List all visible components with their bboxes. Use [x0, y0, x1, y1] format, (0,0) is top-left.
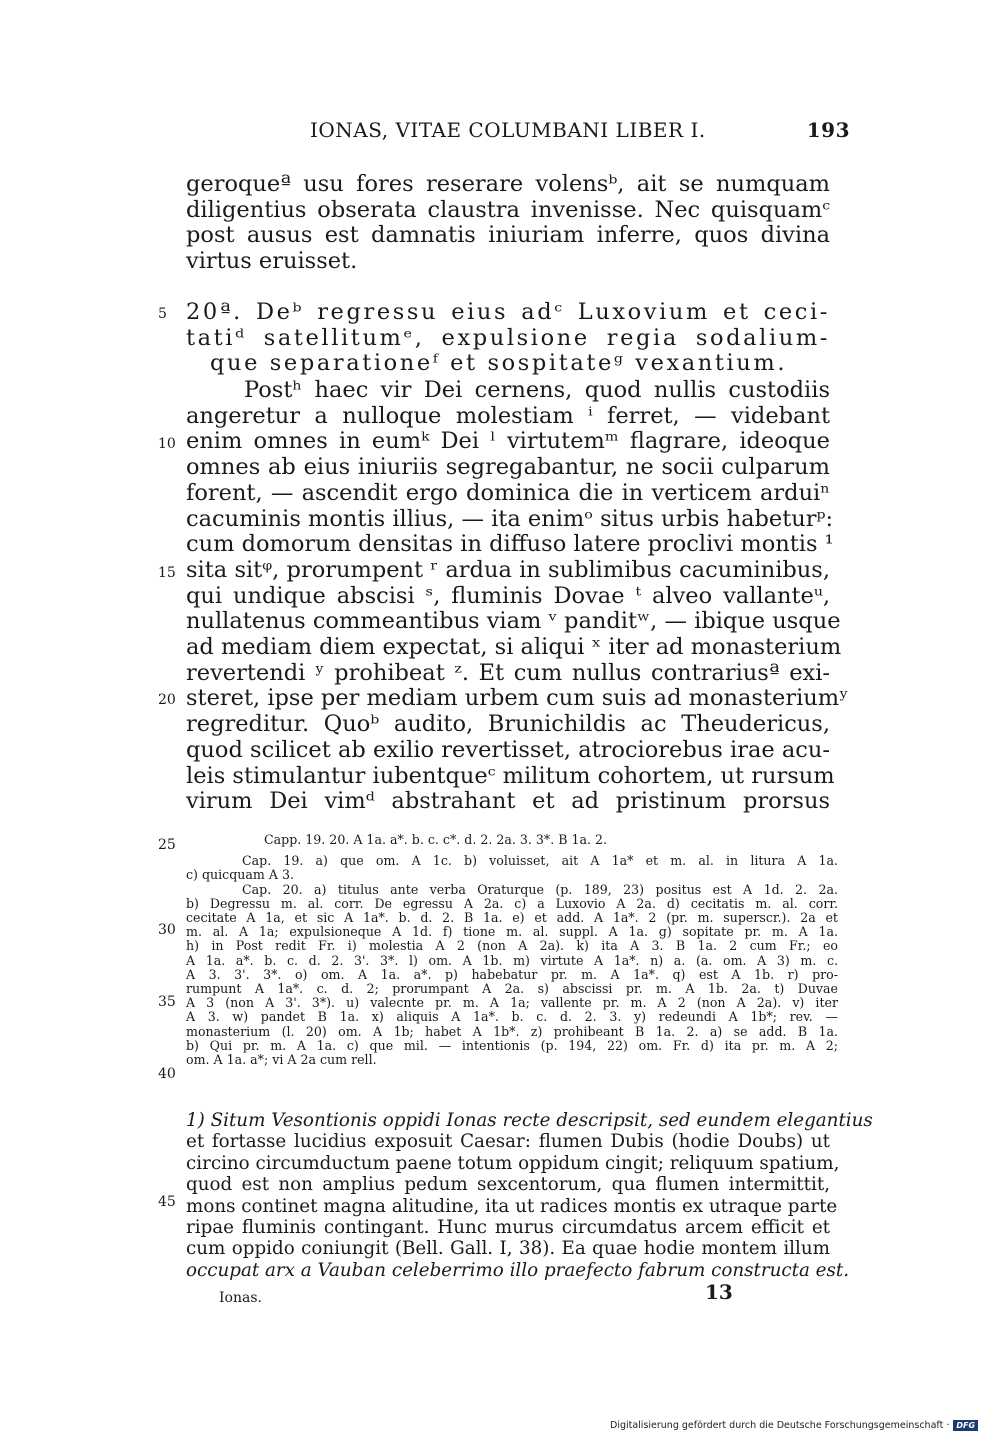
apparatus-line: cecitate A 1a, et sic A 1a*. b. d. 2. B 1a. e) et add. A 1a*. 2 (pr. m. superscr.). 2a et: [186, 910, 838, 926]
apparatus-line: b) Degressu m. al. corr. De egressu A 2a. c) a Luxovio A 2a. d) cecitatis m. al. corr.: [186, 895, 838, 911]
footnote-line: occupat arx a Vauban celeberrimo illo praefecto fabrum constructa est.: [186, 1259, 850, 1281]
text-line: enim omnes in eumᵏ Dei ˡ virtutemᵐ flagrare, ideoque: [186, 428, 830, 455]
line-number: 30: [158, 922, 176, 938]
text-line: virtus eruisset.: [186, 248, 358, 275]
apparatus-line: om. A 1a. a*; vi A 2a cum rell.: [186, 1052, 377, 1068]
body-main: [186, 377, 849, 815]
text-line: qui undique abscisi ˢ, fluminis Dovae ᵗ alveo vallanteᵘ,: [186, 582, 830, 609]
apparatus-line: c) quicquam A 3.: [186, 867, 294, 883]
critical-apparatus: [186, 833, 838, 1067]
text-line: ad mediam diem expectat, si aliqui ˣ iter ad monasterium: [186, 634, 842, 661]
text-line: revertendi ʸ prohibeat ᶻ. Et cum nullus contrariusª exi-: [186, 659, 830, 686]
text-line: sita sitᵠ, prorumpent ʳ ardua in sublimibus cacuminibus,: [186, 556, 830, 583]
credit-text: Digitalisierung gefördert durch die Deutsche Forschungsgemeinschaft ·: [610, 1420, 950, 1431]
apparatus-line: m. al. A 1a; expulsioneque A 1d. f) tione m. al. suppl. A 1a. g) sopitate pr. m. A 1a.: [186, 924, 838, 940]
apparatus-line: Cap. 20. a) titulus ante verba Oraturque (p. 189, 23) positus est A 1d. 2. 2a.: [242, 881, 838, 897]
line-number: 40: [158, 1066, 176, 1082]
page-number: 193: [806, 118, 850, 142]
text-line: geroqueª usu fores reserare volensᵇ, ait se numquam: [186, 171, 830, 197]
running-title: IONAS, VITAE COLUMBANI LIBER I.: [310, 118, 706, 142]
footnote: [186, 1110, 873, 1281]
text-line: regreditur. Quoᵇ audito, Brunichildis ac Theudericus,: [186, 711, 830, 738]
text-line: angeretur a nulloque molestiam ⁱ ferret, — videbant: [186, 402, 830, 429]
heading-line: que separationeᶠ et sospitateᵍ vexantium.: [210, 350, 788, 377]
apparatus-line: monasterium (l. 20) om. A 1b; habet A 1b*. z) prohibeant B 1a. 2. a) se add. B 1a.: [186, 1023, 838, 1039]
text-line: leis stimulantur iubentqueᶜ militum cohortem, ut rursum: [186, 762, 835, 789]
dfg-logo-icon: DFG: [953, 1420, 978, 1431]
footnote-line: et fortasse lucidius exposuit Caesar: flumen Dubis (hodie Doubs) ut: [186, 1131, 830, 1153]
text-line: omnes ab eius iniuriis segregabantur, ne socii culparum: [186, 454, 830, 481]
line-number: 10: [158, 436, 176, 452]
apparatus-line: b) Qui pr. m. A 1a. c) que mil. — intentionis (p. 194, 22) om. Fr. d) ita pr. m. A 2;: [186, 1037, 838, 1053]
footnote-line: mons continet magna alitudine, ita ut radices montis ex utraque parte: [186, 1195, 838, 1217]
line-number: 20: [158, 692, 176, 708]
text-line: cum domorum densitas in diffuso latere proclivi montis ¹: [186, 531, 834, 558]
apparatus-line: Cap. 19. a) que om. A 1c. b) voluisset, ait A 1a* et m. al. in litura A 1a.: [242, 853, 838, 869]
footnote-line: ripae fluminis contingant. Hunc murus circumdatus arcem efficit et: [186, 1217, 830, 1239]
text-line: diligentius obserata claustra invenisse. Nec quisquamᶜ: [186, 196, 830, 223]
signature-number: 13: [705, 1280, 733, 1304]
apparatus-line: A 3 (non A 3'. 3*). u) valecnte pr. m. A 1a; vallente pr. m. A 2 (non A 2a). v) iter: [186, 995, 838, 1011]
text-line: virum Dei vimᵈ abstrahant et ad pristinum prorsus: [186, 788, 830, 815]
footnote-line: 1) Situm Vesontionis oppidi Ionas recte descripsit, sed eundem elegantius: [186, 1110, 873, 1131]
text-line: cacuminis montis illius, — ita enimᵒ situs urbis habeturᵖ:: [186, 505, 834, 532]
text-line: nullatenus commeantibus viam ᵛ panditʷ, — ibique usque: [186, 608, 841, 635]
body-top: [186, 172, 830, 275]
text-line: steret, ipse per mediam urbem cum suis ad monasteriumʸ: [186, 685, 849, 712]
line-number: 5: [158, 306, 167, 322]
heading-line: 20ª. Deᵇ regressu eius adᶜ Luxovium et ceci-: [186, 299, 830, 325]
apparatus-line: rumpunt A 1a*. c. d. 2; prorumpant A 2a. s) abscissi pr. m. A 1b. 2a. t) Duvae: [186, 981, 838, 997]
digitization-credit: [610, 1420, 978, 1431]
heading-line: tatiᵈ satellitumᵉ, expulsione regia sodalium-: [186, 324, 830, 351]
apparatus-line: A 1a. a*. b. c. d. 2. 3'. 3*. l) om. A 1b. m) virtute A 1a*. n) a. (a. om. A 3) m. c.: [186, 952, 838, 968]
line-number: 15: [158, 565, 176, 581]
chapter-heading: [186, 300, 830, 377]
text-line: post ausus est damnatis iniuriam inferre, quos divina: [186, 222, 830, 249]
line-number: 35: [158, 994, 176, 1010]
text-line: forent, — ascendit ergo dominica die in verticem arduiⁿ: [186, 479, 830, 506]
line-number: 45: [158, 1194, 176, 1210]
text-line: Postʰ haec vir Dei cernens, quod nullis custodiis: [244, 377, 830, 403]
footnote-line: circino circumductum paene totum oppidum cingit; reliquum spatium,: [186, 1152, 840, 1174]
apparatus-line: A 3. w) pandet B 1a. x) aliquis A 1a*. b. c. d. 2. 3. y) redeundi A 1b*; rev. —: [186, 1009, 838, 1025]
line-number: 25: [158, 837, 176, 853]
text-line: quod scilicet ab exilio revertisset, atrociorebus irae acu-: [186, 736, 830, 763]
footnote-line: cum oppido coniungit (Bell. Gall. I, 38). Ea quae hodie montem illum: [186, 1238, 830, 1260]
signature-author: Ionas.: [219, 1290, 262, 1306]
apparatus-line: Capp. 19. 20. A 1a. a*. b. c. c*. d. 2. 2a. 3. 3*. B 1a. 2.: [264, 832, 608, 847]
apparatus-line: A 3. 3'. 3*. o) om. A 1a. a*. p) habebatur pr. m. A 1a*. q) est A 1b. r) pro-: [186, 966, 838, 982]
apparatus-line: h) in Post redit Fr. i) molestia A 2 (non A 2a). k) ita A 3. B 1a. 2 cum Fr.; eo: [186, 938, 838, 954]
footnote-line: quod est non amplius pedum sexcentorum, qua flumen intermittit,: [186, 1174, 830, 1196]
